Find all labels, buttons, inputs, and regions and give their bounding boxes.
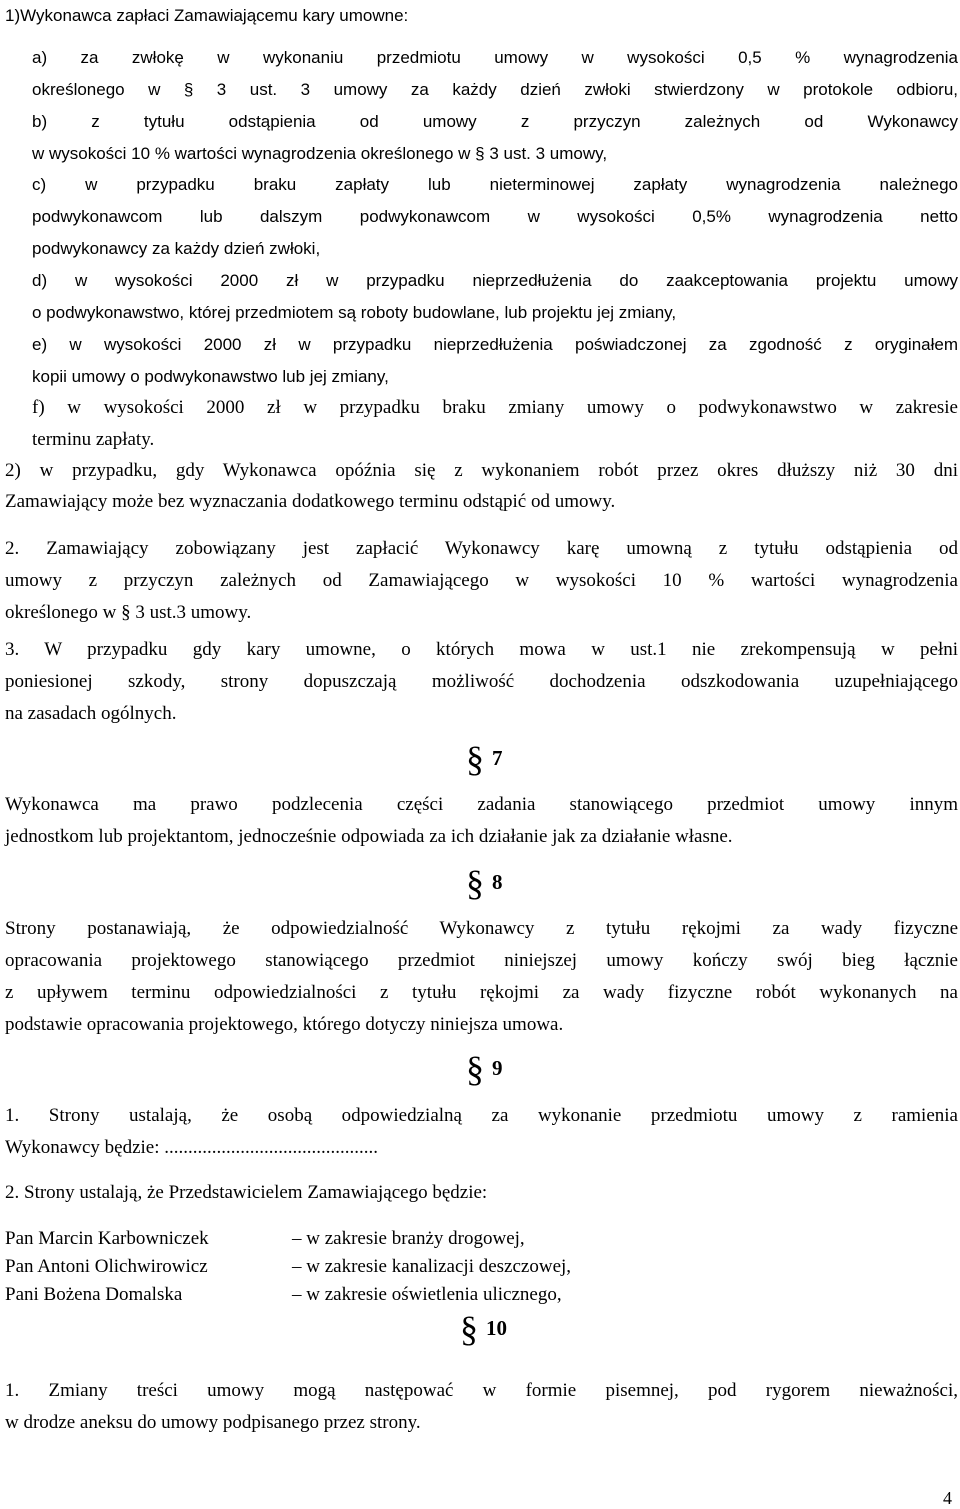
page-number: 4 xyxy=(943,1488,952,1508)
point-2-line2: Zamawiający może bez wyznaczania dodatkowego terminu odstąpić od umowy. xyxy=(5,491,616,512)
rep-scope: – w zakresie oświetlenia ulicznego, xyxy=(292,1284,562,1305)
para-3-line1: 3. W przypadku gdy kary umowne, o których mowa w ust.1 nie zrekompensują w pełni xyxy=(5,639,958,660)
item-d-line2: o podwykonawstwo, której przedmiotem są roboty budowlane, lub projektu jej zmiany, xyxy=(32,303,677,322)
section-sign: § xyxy=(466,1049,484,1089)
section-7-heading xyxy=(466,739,503,779)
item-a-line1: a) za zwłokę w wykonaniu przedmiotu umowy w wysokości 0,5 % wynagrodzenia xyxy=(32,48,958,67)
section-10-heading xyxy=(460,1309,507,1349)
rep-name: Pani Bożena Domalska xyxy=(5,1284,183,1305)
para-3-line2: poniesionej szkody, strony dopuszczają możliwość dochodzenia odszkodowania uzupełniającego xyxy=(5,671,958,692)
section-7-line2: jednostkom lub projektantom, jednocześnie odpowiada za ich działanie jak za działanie własne. xyxy=(5,826,733,847)
item-b-line1: b) z tytułu odstąpienia od umowy z przyczyn zależnych od Wykonawcy xyxy=(32,112,958,131)
section-9-line3: 2. Strony ustalają, że Przedstawicielem Zamawiającego będzie: xyxy=(5,1182,488,1203)
section-8-line4: podstawie opracowania projektowego, którego dotyczy niniejsza umowa. xyxy=(5,1014,564,1035)
rep-name: Pan Antoni Olichwirowicz xyxy=(5,1256,208,1277)
item-a-line2: określonego w § 3 ust. 3 umowy za każdy dzień zwłoki stwierdzony w protokole odbioru, xyxy=(32,80,958,99)
para-2-line2: umowy z przyczyn zależnych od Zamawiającego w wysokości 10 % wartości wynagrodzenia xyxy=(5,570,958,591)
item-c-line2: podwykonawcom lub dalszym podwykonawcom w wysokości 0,5% wynagrodzenia netto xyxy=(32,207,958,226)
para-3-line3: na zasadach ogólnych. xyxy=(5,703,177,724)
section-10-line1: 1. Zmiany treści umowy mogą następować w formie pisemnej, pod rygorem nieważności, xyxy=(5,1380,958,1401)
item-f-line1: f) w wysokości 2000 zł w przypadku braku zmiany umowy o podwykonawstwo w zakresie xyxy=(32,397,958,418)
section-9-line2: Wykonawcy będzie: ............................................. xyxy=(5,1137,378,1158)
section-9-heading xyxy=(466,1049,503,1089)
point-2-line1: 2) w przypadku, gdy Wykonawca opóźnia się z wykonaniem robót przez okres dłuższy niż 30 dni xyxy=(5,460,958,481)
section-sign: § xyxy=(466,739,484,779)
rep-scope: – w zakresie branży drogowej, xyxy=(292,1228,525,1249)
rep-name: Pan Marcin Karbowniczek xyxy=(5,1228,209,1249)
item-c-line3: podwykonawcy za każdy dzień zwłoki, xyxy=(32,239,321,258)
section-number: 8 xyxy=(492,870,503,894)
para-2-line1: 2. Zamawiający zobowiązany jest zapłacić Wykonawcy karę umowną z tytułu odstąpienia od xyxy=(5,538,958,559)
section-8-line2: opracowania projektowego stanowiącego przedmiot niniejszej umowy kończy swój bieg łącznie xyxy=(5,950,958,971)
rep-scope: – w zakresie kanalizacji deszczowej, xyxy=(292,1256,572,1277)
section-sign: § xyxy=(466,863,484,903)
section-number: 7 xyxy=(492,746,503,770)
item-b-line2: w wysokości 10 % wartości wynagrodzenia określonego w § 3 ust. 3 umowy, xyxy=(32,144,608,163)
para-2-line3: określonego w § 3 ust.3 umowy. xyxy=(5,602,252,623)
section-7-line1: Wykonawca ma prawo podzlecenia części zadania stanowiącego przedmiot umowy innym xyxy=(5,794,958,815)
item-e-line2: kopii umowy o podwykonawstwo lub jej zmiany, xyxy=(32,367,389,386)
intro-line: 1)Wykonawca zapłaci Zamawiającemu kary umowne: xyxy=(5,6,409,25)
section-sign: § xyxy=(460,1309,478,1349)
item-e-line1: e) w wysokości 2000 zł w przypadku nieprzedłużenia poświadczonej za zgodność z oryginałem xyxy=(32,335,958,354)
section-number: 9 xyxy=(492,1056,503,1080)
section-8-line3: z upływem terminu odpowiedzialności z tytułu rękojmi za wady fizyczne robót wykonanych na xyxy=(5,982,958,1003)
section-10-line2: w drodze aneksu do umowy podpisanego przez strony. xyxy=(5,1412,421,1433)
section-9-line1: 1. Strony ustalają, że osobą odpowiedzialną za wykonanie przedmiotu umowy z ramienia xyxy=(5,1105,958,1126)
section-8-line1: Strony postanawiają, że odpowiedzialność Wykonawcy z tytułu rękojmi za wady fizyczne xyxy=(5,918,958,939)
section-8-heading xyxy=(466,863,503,903)
item-d-line1: d) w wysokości 2000 zł w przypadku nieprzedłużenia do zaakceptowania projektu umowy xyxy=(32,271,958,290)
item-f-line2: terminu zapłaty. xyxy=(32,429,155,450)
item-c-line1: c) w przypadku braku zapłaty lub nieterminowej zapłaty wynagrodzenia należnego xyxy=(32,175,958,194)
section-number: 10 xyxy=(486,1316,507,1340)
